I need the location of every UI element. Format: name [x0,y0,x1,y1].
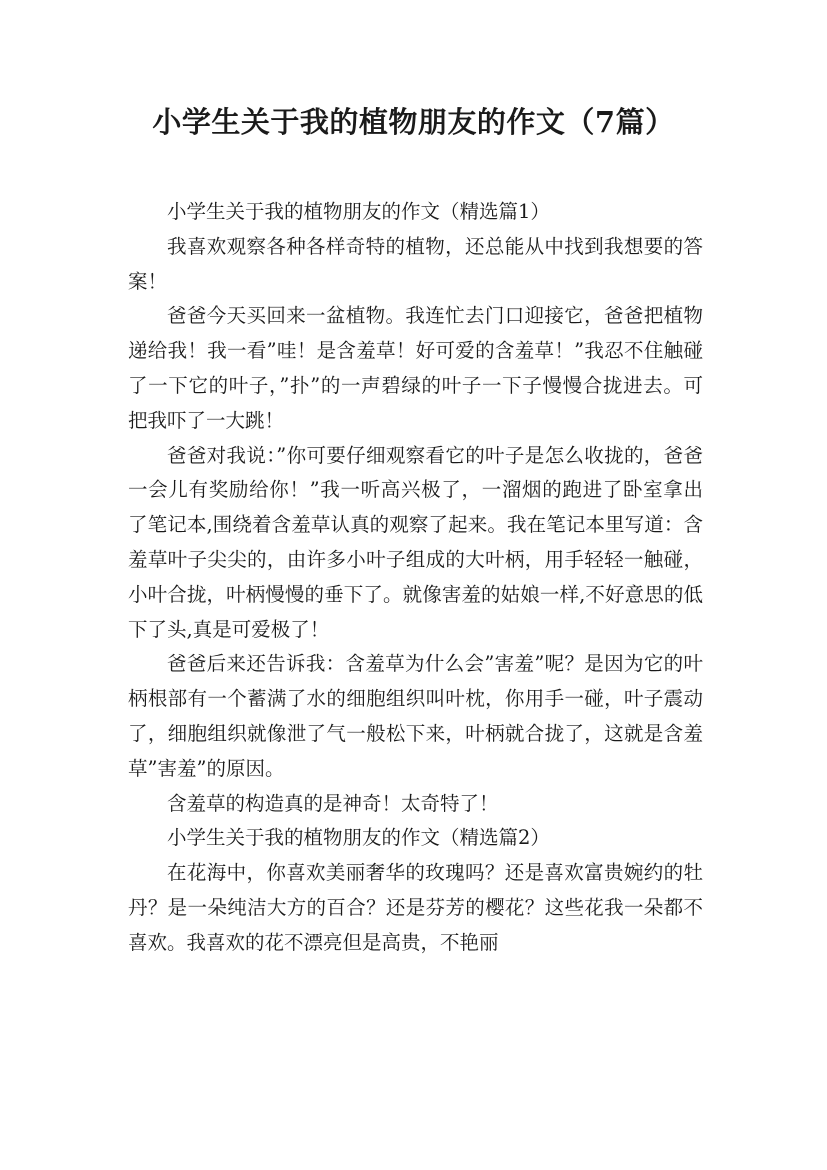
section-heading-1: 小学生关于我的植物朋友的作文（精选篇1） [167,200,550,223]
paragraph: 我喜欢观察各种各样奇特的植物，还总能从中找到我想要的答案！ [128,234,703,293]
paragraph: 爸爸后来还告诉我：含羞草为什么会”害羞”呢？是因为它的叶柄根部有一个蓄满了水的细胞组织叫叶枕，你用手一碰，叶子震动了，细胞组织就像泄了气一般松下来，叶柄就合拢了，这就是含羞草”害羞”的原因。 [128,652,703,780]
paragraph: 含羞草的构造真的是神奇！太奇特了！ [167,791,499,815]
document-title: 小学生关于我的植物朋友的作文（7篇） [152,105,675,139]
section-heading-2: 小学生关于我的植物朋友的作文（精选篇2） [167,826,550,850]
document-body [128,195,703,961]
paragraph: 爸爸对我说：”你可要仔细观察看它的叶子是怎么收拢的，爸爸一会儿有奖励给你！”我一听高兴极了，一溜烟的跑进了卧室拿出了笔记本,围绕着含羞草认真的观察了起来。我在笔记本里写道：含羞草叶子尖尖的，由许多小叶子组成的大叶柄，用手轻轻一触碰，小叶合拢，叶柄慢慢的垂下了。就像害羞的姑娘一样,不好意思的低下了头,真是可爱极了！ [128,443,703,641]
paragraph: 爸爸今天买回来一盆植物。我连忙去门口迎接它，爸爸把植物递给我！我一看”哇！是含羞草！好可爱的含羞草！”我忍不住触碰了一下它的叶子，”扑”的一声碧绿的叶子一下子慢慢合拢进去。可把我吓了一大跳！ [128,304,703,432]
paragraph: 在花海中，你喜欢美丽奢华的玫瑰吗？还是喜欢富贵婉约的牡丹？是一朵纯洁大方的百合？还是芬芳的樱花？这些花我一朵都不喜欢。我喜欢的花不漂亮但是高贵，不艳丽 [128,861,703,954]
